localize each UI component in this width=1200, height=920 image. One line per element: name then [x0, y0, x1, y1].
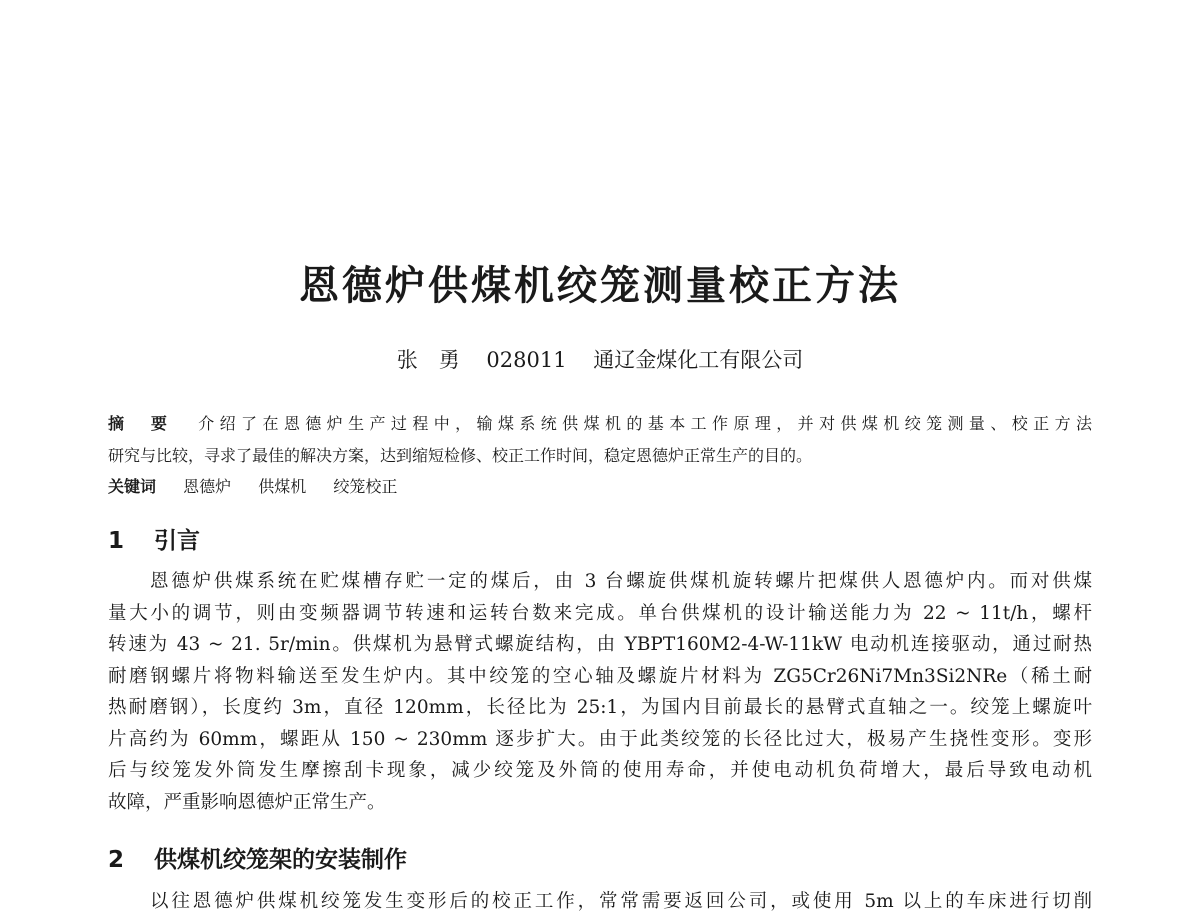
body-line: 故障，严重影响恩德炉正常生产。 [108, 791, 386, 813]
section-heading-2: 2 供煤机绞笼架的安装制作 [108, 847, 407, 873]
abstract-label: 摘 要 [108, 414, 173, 433]
keyword: 恩德炉 [183, 477, 232, 496]
abstract-line: 研究与比较，寻求了最佳的解决方案，达到缩短检修、校正工作时间，稳定恩德炉正常生产的目的。 [108, 445, 813, 465]
abstract-line: 摘 要 介绍了在恩德炉生产过程中，输煤系统供煤机的基本工作原理，并对供煤机绞笼测量、校正方法 [108, 414, 1092, 433]
keywords-label: 关键词 [108, 477, 157, 496]
body-line: 量大小的调节，则由变频器调节转速和运转台数来完成。单台供煤机的设计输送能力为 22 ~ 11t/h，螺杆 [108, 602, 1092, 624]
keyword: 绞笼校正 [333, 477, 398, 496]
section-1-body [108, 566, 1092, 818]
body-line: 片高约为 60mm，螺距从 150 ~ 230mm 逐步扩大。由于此类绞笼的长径比过大，极易产生挠性变形。变形 [108, 728, 1092, 750]
keyword: 供煤机 [258, 477, 307, 496]
body-line: 耐磨钢螺片将物料输送至发生炉内。其中绞笼的空心轴及螺旋片材料为 ZG5Cr26Ni7Mn3Si2NRe（稀土耐 [108, 665, 1092, 687]
body-line: 以往恩德炉供煤机绞笼发生变形后的校正工作，常常需要返回公司，或使用 5m 以上的车床进行切削 [150, 891, 1092, 912]
section-heading-1: 1 引言 [108, 528, 200, 554]
body-line: 后与绞笼发外筒发生摩擦刮卡现象，减少绞笼及外筒的使用寿命，并使电动机负荷增大，最后导致电动机 [108, 760, 1092, 781]
body-line: 热耐磨钢），长度约 3m，直径 120mm，长径比为 25:1，为国内目前最长的悬臂式直轴之一。绞笼上螺旋叶 [108, 697, 1092, 718]
section-2-body [108, 886, 1092, 918]
keywords [108, 471, 1092, 503]
body-line: 转速为 43 ~ 21. 5r/min。供煤机为悬臂式螺旋结构，由 YBPT160M2-4-W-11kW 电动机连接驱动，通过耐热 [108, 634, 1092, 655]
author-affiliation: 通辽金煤化工有限公司 [593, 348, 804, 372]
author-name: 张 勇 [396, 348, 460, 372]
abstract [108, 408, 1092, 503]
page-title: 恩德炉供煤机绞笼测量校正方法 [299, 263, 901, 309]
author-line [0, 344, 1200, 374]
body-line: 恩德炉供煤系统在贮煤槽存贮一定的煤后，由 3 台螺旋供煤机旋转螺片把煤供人恩德炉内。而对供煤 [150, 571, 1092, 592]
author-postcode: 028011 [486, 348, 567, 372]
